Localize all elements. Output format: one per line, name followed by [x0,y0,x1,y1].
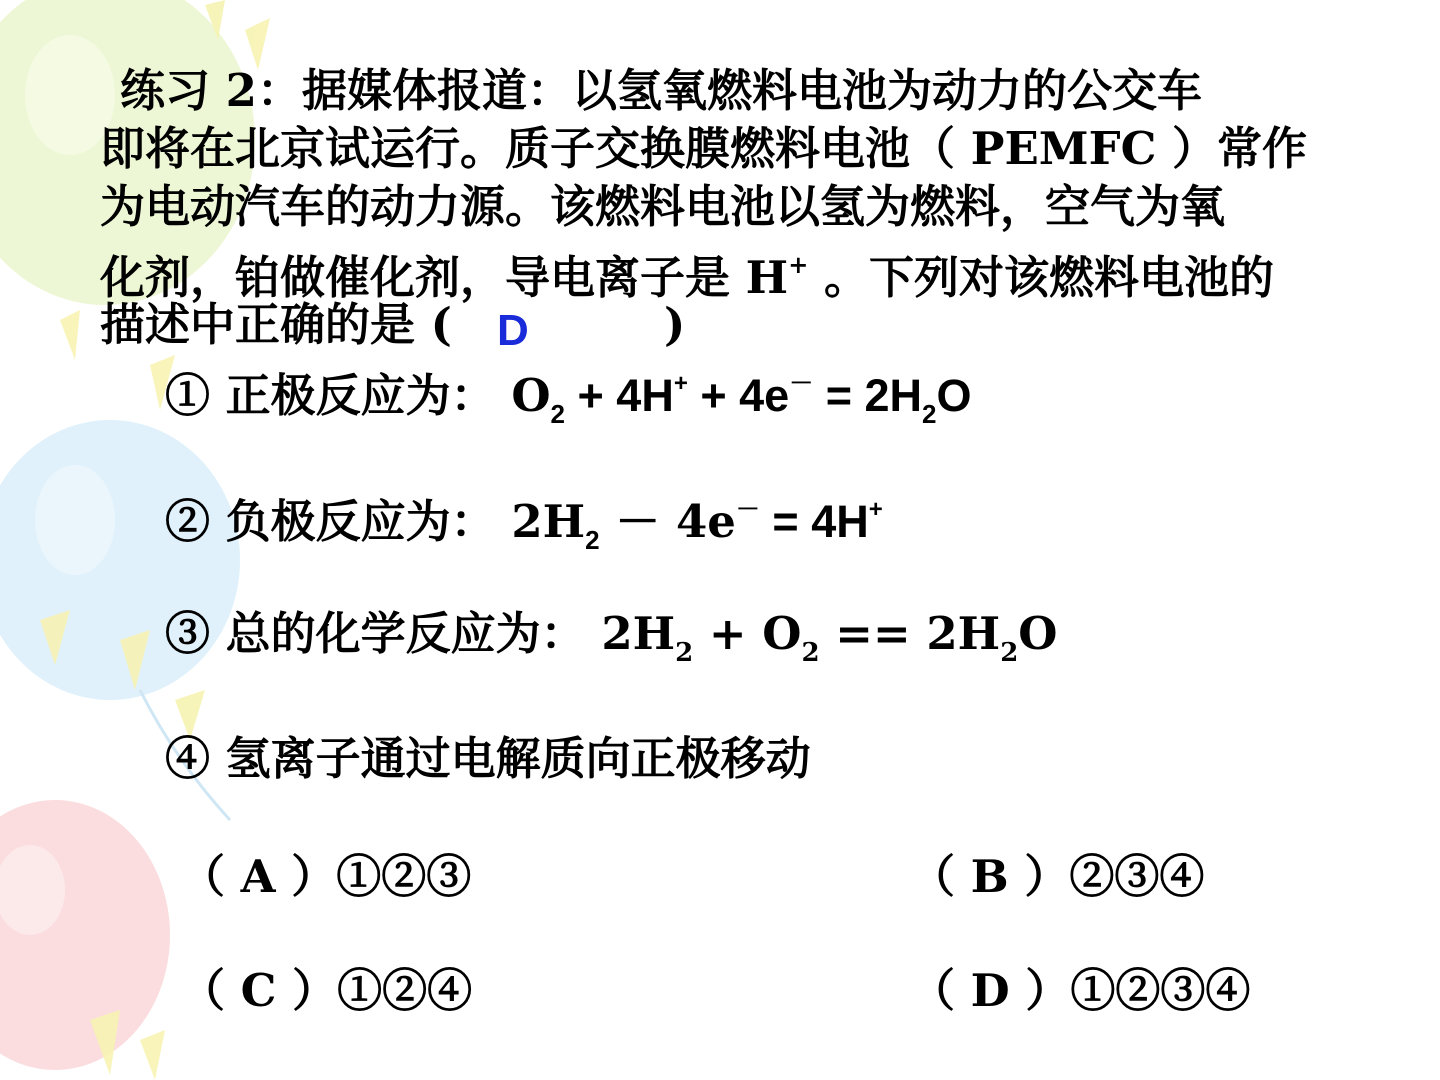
eq-sup: + [673,370,688,397]
question-line-2: 即将在北京试运行。质子交换膜燃料电池（ PEMFC ）常作 [100,122,1308,175]
eq-sub: 2 [585,525,600,555]
eq-h2: 2H [601,607,676,660]
statement-2-equation [511,494,883,555]
statement-2-label: ② 负极反应为： [165,495,496,548]
eq-minus-e: － 4e [599,495,736,548]
eq-o2: + O [693,607,802,660]
eq-sup: + [868,496,883,523]
eq-sub: 2 [675,638,694,668]
question-line-5: 描述中正确的是 ( [100,298,452,351]
question-line-3: 为电动汽车的动力源。该燃料电池以氢为燃料，空气为氧 [100,180,1226,233]
eq-o: O [511,369,551,422]
question-line-4-rest: 。下列对该燃料电池的 [808,251,1274,304]
eq-sup: － [789,370,814,397]
eq-water: == 2H [819,607,1001,660]
eq-e: + 4e [687,370,790,421]
question-line-4-text: 化剂，铂做催化剂，导电离子是 H [100,251,789,304]
eq-water: = 2H [813,370,922,421]
option-d[interactable]: （ D ）①②③④ [910,964,1251,1017]
eq-o: O [936,370,972,421]
eq-sup: － [735,494,760,523]
statement-1 [165,355,971,443]
eq-h: + 4H [565,370,674,421]
statement-2 [165,480,883,569]
statement-3 [165,605,1057,682]
eq-h-ion: = 4H [759,496,869,547]
option-c[interactable]: （ C ）①②④ [180,964,473,1017]
answer-letter: D [497,306,529,355]
hydrogen-ion-charge: + [788,250,809,279]
question-line-1: 练习 2：据媒体报道：以氢氧燃料电池为动力的公交车 [120,64,1202,117]
eq-sub: 2 [801,638,820,668]
statement-1-label: ① 正极反应为： [165,369,496,422]
eq-sub: 2 [922,399,937,429]
eq-sub: 2 [1000,638,1019,668]
statement-3-equation [601,607,1058,668]
option-a[interactable]: （ A ）①②③ [180,850,472,903]
eq-sub: 2 [550,399,566,429]
statement-1-equation [511,369,972,429]
eq-o: O [1018,607,1058,660]
statement-3-label: ③ 总的化学反应为： [165,607,586,660]
statement-4: ④ 氢离子通过电解质向正极移动 [165,732,811,785]
eq-h2: 2H [511,495,586,548]
closing-paren: ) [664,298,686,351]
option-b[interactable]: （ B ）②③④ [910,850,1205,903]
